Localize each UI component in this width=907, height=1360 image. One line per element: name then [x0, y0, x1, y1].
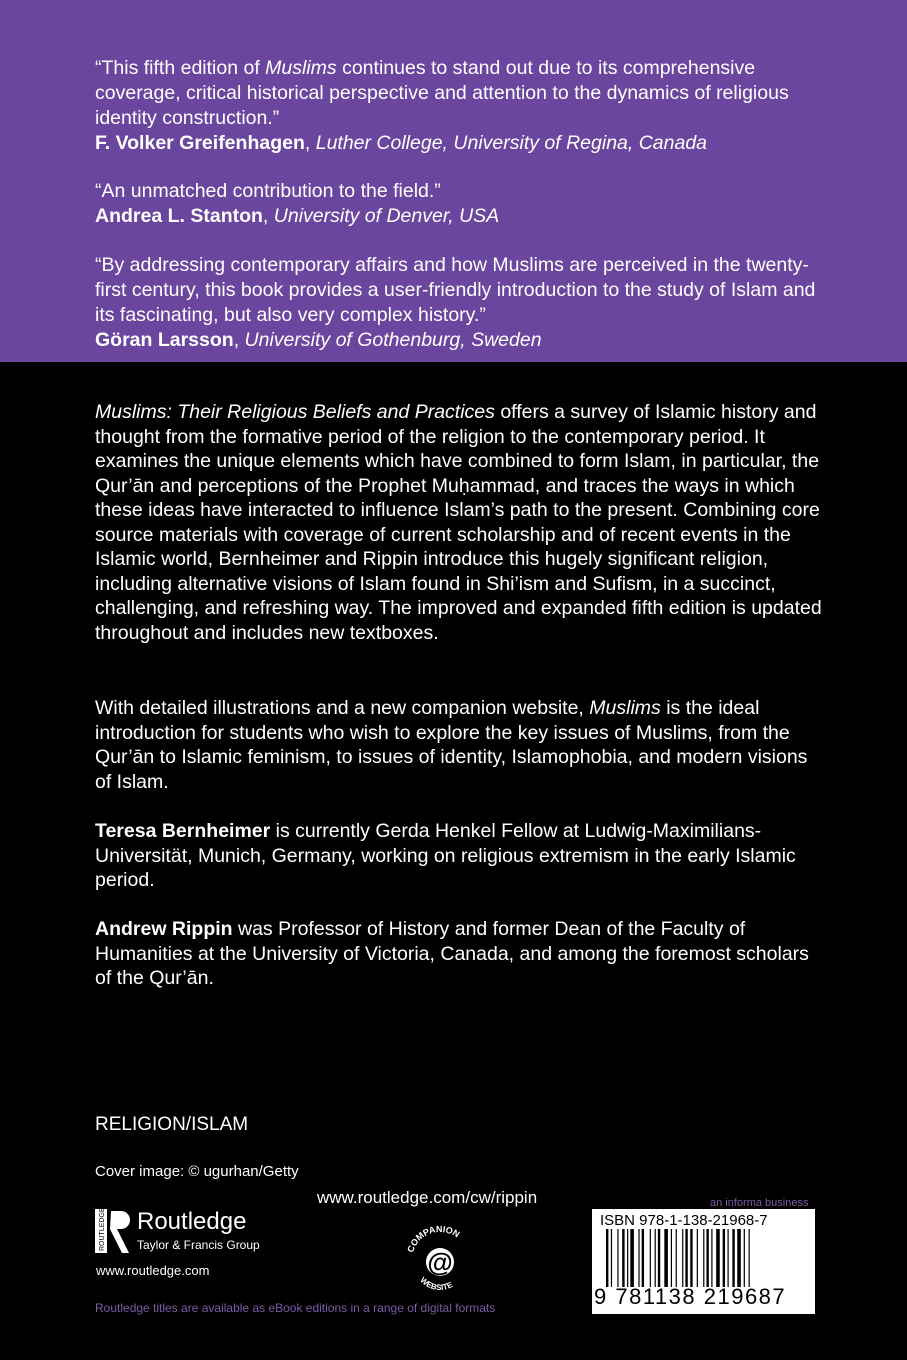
barcode-icon — [606, 1229, 810, 1287]
description-p1: Muslims: Their Religious Beliefs and Practices offers a survey of Islamic history and thought from the formative period of the religion to the contemporary period. It examines the unique elements which have combined to form Islam, in particular, the Qur’ān and perceptions of the Prophet Muḥammad, and traces the ways in which these ideas have interacted to influence Islam’s path to the present. Combining core source materials with coverage of current scholarship and of recent events in the Islamic world, Bernheimer and Rippin introduce this hugely significant religion, including alternative visions of Islam found in Shi’ism and Sufism, in a succinct, challenging, and refreshing way. The improved and expanded fifth edition is updated throughout and includes new textboxes. — [95, 401, 822, 644]
companion-url[interactable]: www.routledge.com/cw/rippin — [317, 1188, 538, 1207]
subject-category: RELIGION/ISLAM — [95, 1114, 249, 1135]
isbn-label: ISBN 978-1-138-21968-7 — [600, 1212, 768, 1229]
description — [95, 400, 825, 645]
svg-text:ROUTLEDGE: ROUTLEDGE — [99, 1207, 106, 1251]
ebook-note: Routledge titles are available as eBook editions in a range of digital formats — [95, 1301, 496, 1315]
svg-text:@: @ — [427, 1247, 453, 1277]
publisher-name: Routledge — [137, 1208, 247, 1235]
svg-text:WEBSITE: WEBSITE — [418, 1275, 455, 1293]
author-bio-1: Teresa Bernheimer is currently Gerda Henkel Fellow at Ludwig-Maximilians-Universität, Munich, Germany, working on religious extremism in the early Islamic period. — [95, 820, 796, 891]
description-p2: With detailed illustrations and a new companion website, Muslims is the ideal introduction for students who wish to explore the key issues of Muslims, from the Qur’ān to Islamic feminism, to issues of identity, Islamophobia, and modern visions of Islam. — [95, 697, 808, 793]
quote-3: “By addressing contemporary affairs and how Muslims are perceived in the twenty-first century, this book provides a user-friendly introduction to the study of Islam and its fascinating, but also very complex history.” Göran Larsson, University of Gothenburg, Sweden — [95, 254, 816, 351]
quote-1: “This fifth edition of Muslims continues to stand out due to its comprehensive coverage, critical historical perspective and attention to the dynamics of religious identity construction.” F. Volker Greifenhagen, Luther College, University of Regina, Canada — [95, 57, 789, 154]
informa-tagline: an informa business — [710, 1197, 809, 1209]
barcode-box — [592, 1209, 815, 1314]
cover-credit: Cover image: © ugurhan/Getty — [95, 1163, 299, 1180]
companion-website-badge-icon — [400, 1220, 480, 1300]
publisher-url[interactable]: www.routledge.com — [96, 1263, 210, 1278]
publisher-group: Taylor & Francis Group — [137, 1238, 260, 1252]
svg-text:COMPANION: COMPANION — [405, 1223, 462, 1254]
isbn-digits: 9 781138 219687 — [594, 1284, 787, 1309]
quote-2: “An unmatched contribution to the field.” Andrea L. Stanton, University of Denver, USA — [95, 180, 500, 227]
author-bio-2: Andrew Rippin was Professor of History and former Dean of the Faculty of Humanities at the University of Victoria, Canada, and among the foremost scholars of the Qur’ān. — [95, 918, 809, 989]
